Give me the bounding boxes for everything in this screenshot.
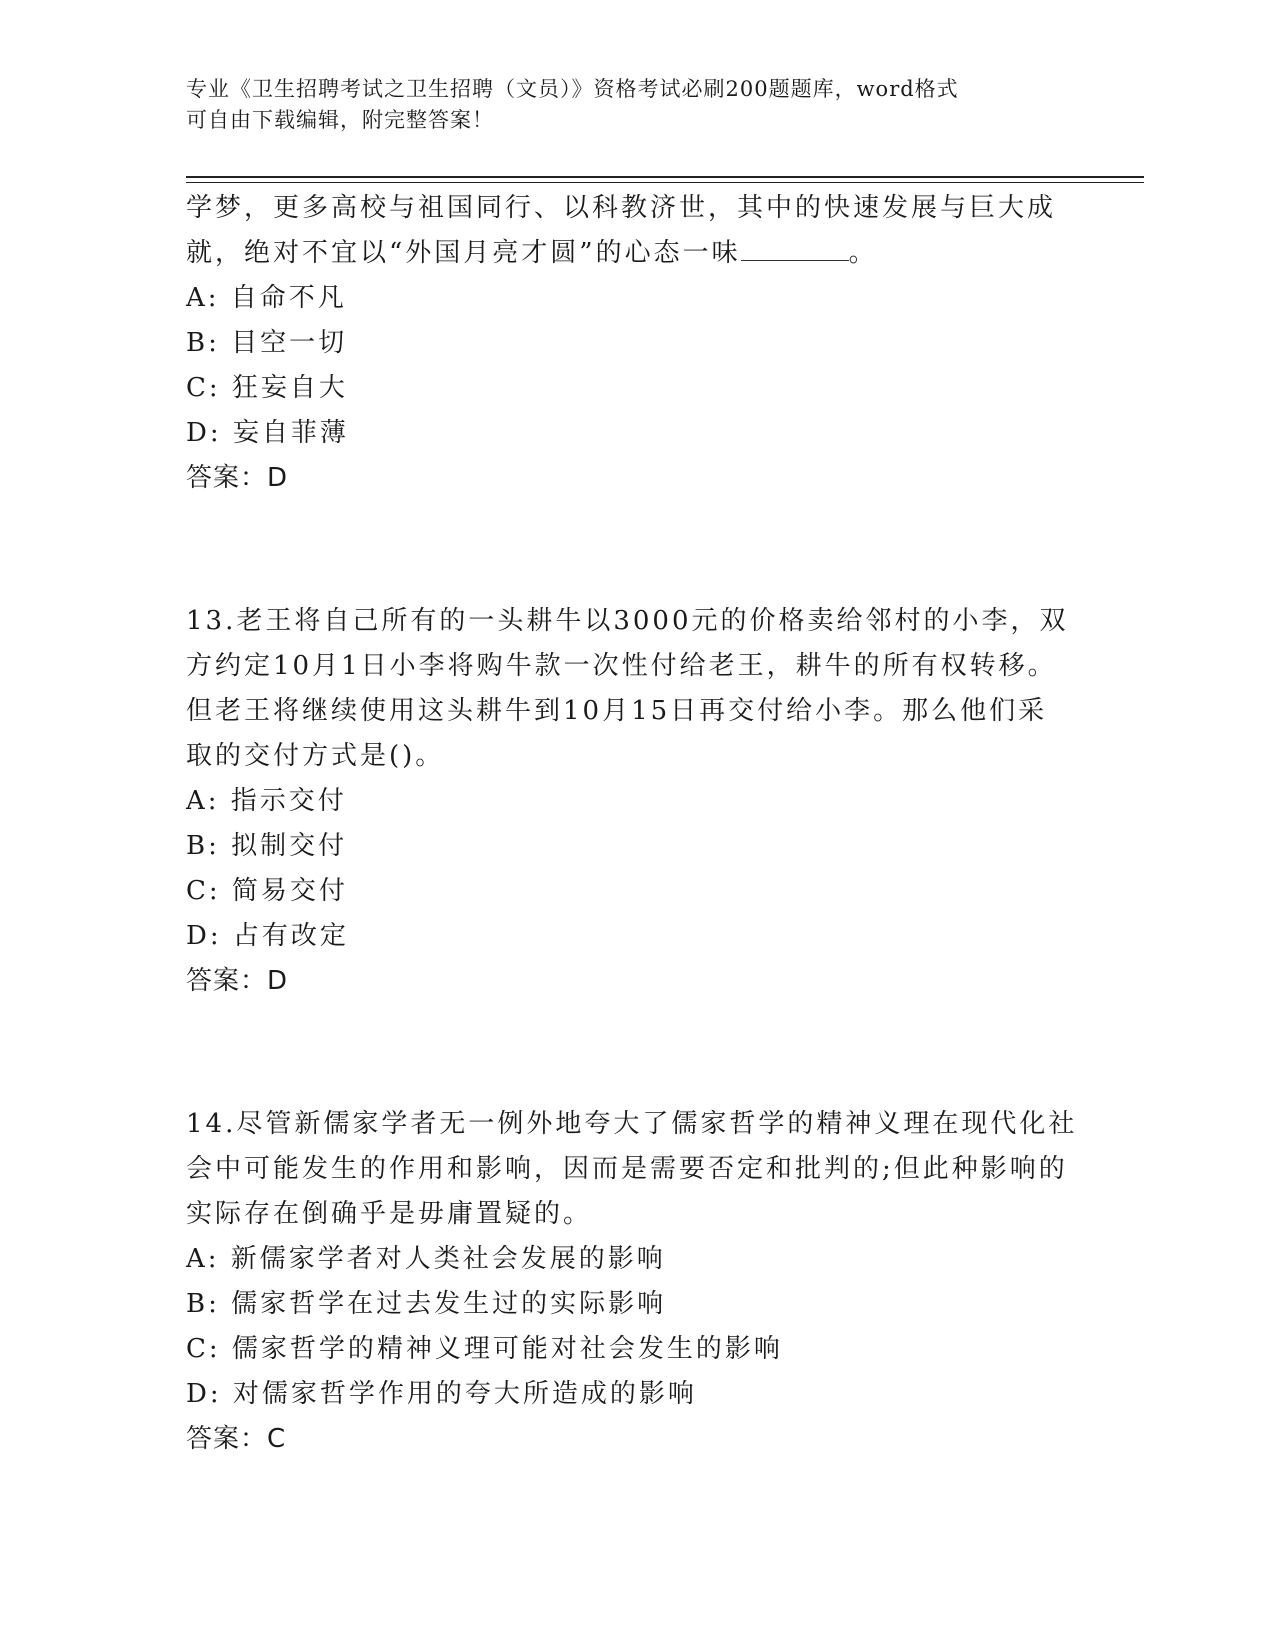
question-14 — [186, 1102, 1086, 1462]
option-a: A: 自命不凡 — [186, 283, 347, 313]
answer: 答案：D — [186, 463, 289, 493]
header-line-2: 可自由下载编辑，附完整答案！ — [186, 108, 494, 132]
question-content — [186, 186, 1086, 1462]
question-text-segment: 就，绝对不宜以“外国月亮才圆”的心态一味 — [186, 238, 741, 268]
option-c: C: 儒家哲学的精神义理可能对社会发生的影响 — [186, 1334, 783, 1364]
spacer — [186, 501, 1086, 599]
option-a: A: 新儒家学者对人类社会发展的影响 — [186, 1244, 666, 1274]
question-text-line: 13.老王将自己所有的一头耕牛以3000元的价格卖给邻村的小李，双 — [186, 606, 1069, 636]
option-c: C: 简易交付 — [186, 876, 348, 906]
spacer — [186, 1004, 1086, 1102]
question-text-line — [186, 231, 1086, 276]
question-text-line: 学梦，更多高校与祖国同行、以科教济世，其中的快速发展与巨大成 — [186, 193, 1057, 223]
fill-in-blank — [741, 232, 849, 261]
question-text-line: 实际存在倒确乎是毋庸置疑的。 — [186, 1199, 593, 1229]
option-c: C: 狂妄自大 — [186, 373, 348, 403]
option-b: B: 儒家哲学在过去发生过的实际影响 — [186, 1289, 667, 1319]
option-b: B: 目空一切 — [186, 328, 348, 358]
question-text-line: 方约定10月1日小李将购牛款一次性付给老王，耕牛的所有权转移。 — [186, 651, 1057, 681]
header-rule-thick — [186, 176, 1144, 178]
question-text-line: 取的交付方式是()。 — [186, 741, 445, 771]
question-13 — [186, 599, 1086, 1004]
option-a: A: 指示交付 — [186, 786, 347, 816]
question-text-line: 14.尽管新儒家学者无一例外地夸大了儒家哲学的精神义理在现代化社 — [186, 1109, 1078, 1139]
header-rule-thin — [186, 182, 1144, 183]
option-d: D: 对儒家哲学作用的夸大所造成的影响 — [186, 1379, 697, 1409]
question-text-segment: 。 — [848, 238, 878, 268]
header-line-1: 专业《卫生招聘考试之卫生招聘（文员）》资格考试必刷200题题库，word格式 — [186, 77, 959, 101]
question-12 — [186, 186, 1086, 501]
document-header — [186, 74, 1086, 136]
question-text-line: 但老王将继续使用这头耕牛到10月15日再交付给小李。那么他们采 — [186, 696, 1048, 726]
answer: 答案：C — [186, 1424, 287, 1454]
option-b: B: 拟制交付 — [186, 831, 348, 861]
answer: 答案：D — [186, 966, 289, 996]
option-d: D: 占有改定 — [186, 921, 349, 951]
option-d: D: 妄自菲薄 — [186, 418, 349, 448]
question-text-line: 会中可能发生的作用和影响，因而是需要否定和批判的;但此种影响的 — [186, 1154, 1068, 1184]
